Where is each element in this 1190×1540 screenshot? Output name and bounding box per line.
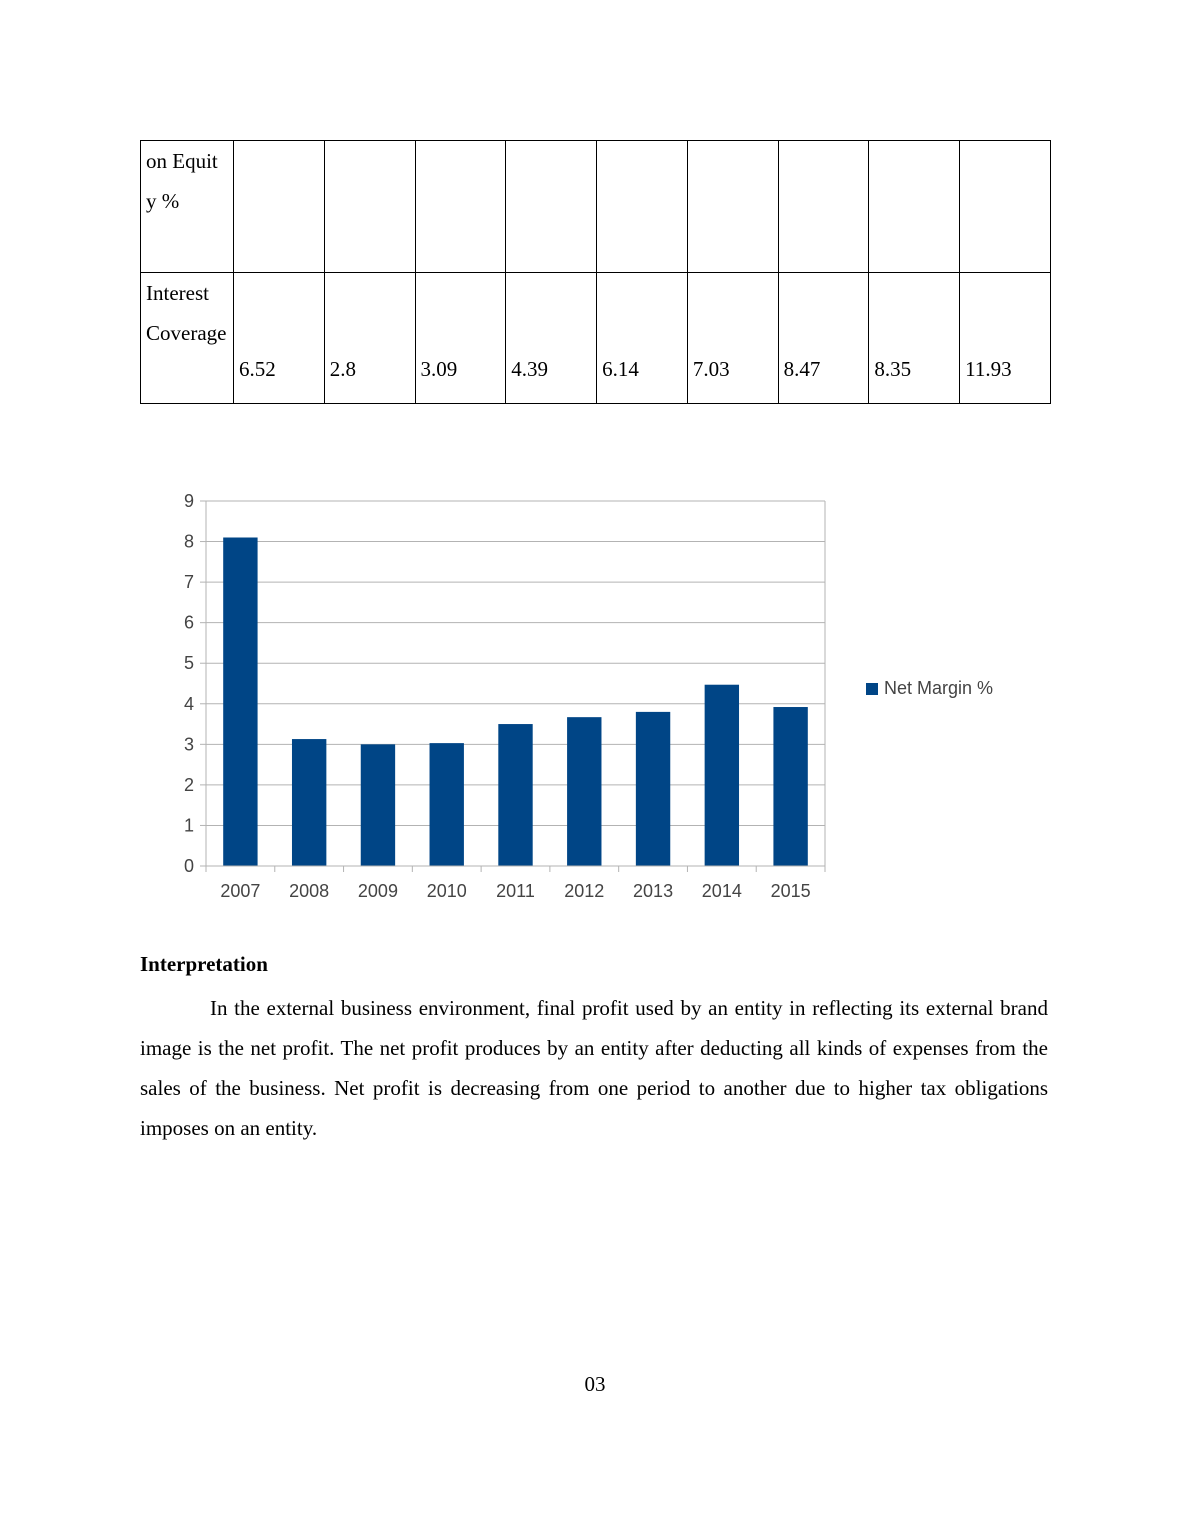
table-cell [506, 141, 597, 273]
bar-2010 [430, 743, 464, 866]
table-cell [415, 141, 506, 273]
chart-legend [866, 678, 993, 699]
bar-2007 [223, 538, 257, 867]
bar-2011 [498, 724, 532, 866]
x-tick-label: 2009 [357, 881, 398, 901]
table-cell: 2.8 [324, 273, 415, 404]
table-cell [687, 141, 778, 273]
y-tick-label: 3 [183, 734, 194, 755]
y-tick-label: 7 [183, 572, 194, 593]
bar-2013 [636, 712, 670, 866]
y-tick-label: 4 [183, 693, 194, 714]
table-cell: 8.47 [778, 273, 869, 404]
y-tick-label: 5 [183, 653, 194, 674]
table-cell: 6.52 [234, 273, 325, 404]
legend-label: Net Margin % [884, 678, 994, 698]
table-cell: 3.09 [415, 273, 506, 404]
table-cell: 4.39 [506, 273, 597, 404]
x-tick-label: 2007 [220, 881, 261, 901]
y-tick-label: 1 [183, 815, 194, 836]
x-tick-label: 2014 [701, 881, 742, 901]
table-cell [234, 141, 325, 273]
table-cell: 8.35 [869, 273, 960, 404]
table-row [141, 273, 1051, 404]
table-cell [960, 141, 1051, 273]
bar-2014 [705, 685, 739, 866]
bar-2012 [567, 717, 601, 866]
y-tick-label: 2 [183, 774, 194, 795]
x-tick-label: 2013 [633, 881, 674, 901]
x-tick-label: 2012 [564, 881, 605, 901]
table-cell [324, 141, 415, 273]
y-tick-label: 6 [183, 612, 194, 633]
net-margin-bar-chart [160, 480, 850, 920]
legend-swatch [866, 683, 878, 695]
ratio-table [140, 140, 1051, 404]
x-tick-label: 2010 [426, 881, 467, 901]
table-row [141, 141, 1051, 273]
row-label: Interest Coverage [141, 273, 234, 404]
table-cell: 6.14 [597, 273, 688, 404]
y-tick-label: 0 [183, 856, 194, 876]
y-tick-label: 9 [183, 491, 194, 511]
row-label: on Equity % [141, 141, 234, 273]
bar-2008 [292, 739, 326, 866]
y-tick-label: 8 [183, 531, 194, 552]
page-number: 03 [584, 1372, 606, 1396]
bar-2009 [361, 744, 395, 866]
x-tick-label: 2015 [770, 881, 811, 901]
bar-2015 [773, 707, 807, 866]
table-cell [869, 141, 960, 273]
table-cell [778, 141, 869, 273]
x-tick-label: 2008 [289, 881, 330, 901]
table-cell: 11.93 [960, 273, 1051, 404]
interpretation-paragraph: In the external business environment, final profit used by an entity in reflecting its external brand image is the net profit. The net profit produces by an entity after deducting all kinds of expenses from the sales of the business. Net profit is decreasing from one period to another due to higher tax obligations imposes on an entity. [140, 996, 1048, 1140]
table-cell [597, 141, 688, 273]
table-cell: 7.03 [687, 273, 778, 404]
x-tick-label: 2011 [496, 881, 535, 901]
section-heading: Interpretation [140, 952, 268, 976]
